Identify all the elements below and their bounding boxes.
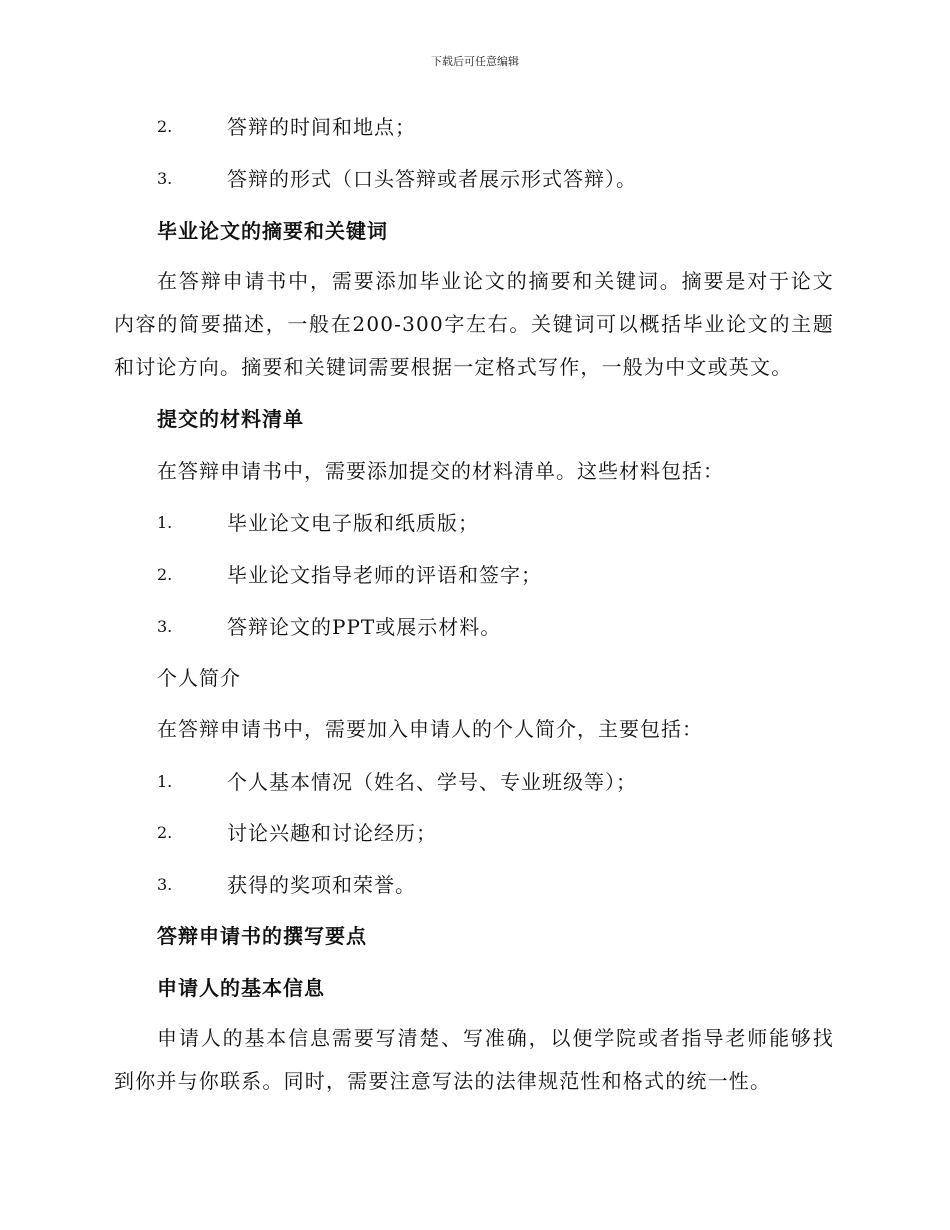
list-item-number: 2. bbox=[157, 117, 173, 136]
list-item-number: 3. bbox=[157, 617, 173, 636]
list-item-text: 毕业论文指导老师的评语和签字； bbox=[227, 563, 542, 587]
list-item-number: 2. bbox=[157, 823, 173, 842]
list-item-number: 1. bbox=[157, 772, 173, 791]
list-item-number: 3. bbox=[157, 875, 173, 894]
paragraph-abstract: 在答辩申请书中，需要添加毕业论文的摘要和关键词。摘要是对于论文内容的简要描述，一般在200-300字左右。关键词可以概括毕业论文的主题和讨论方向。摘要和关键词需要根据一定格式写作，一般为中文或英文。 bbox=[114, 269, 834, 379]
paragraph-profile-intro: 在答辩申请书中，需要加入申请人的个人简介，主要包括： bbox=[157, 717, 703, 741]
list-item-number: 1. bbox=[157, 513, 173, 532]
list-item-text: 获得的奖项和荣誉。 bbox=[227, 873, 416, 897]
list-item-text: 答辩的时间和地点； bbox=[227, 115, 416, 139]
list-item-text: 个人基本情况（姓名、学号、专业班级等）； bbox=[227, 770, 637, 794]
section-heading-basic-info: 申请人的基本信息 bbox=[157, 976, 325, 1000]
section-heading-abstract: 毕业论文的摘要和关键词 bbox=[157, 219, 388, 243]
section-heading-materials: 提交的材料清单 bbox=[157, 407, 304, 431]
list-item-text: 毕业论文电子版和纸质版； bbox=[227, 511, 479, 535]
list-item-text: 答辩的形式（口头答辩或者展示形式答辩）。 bbox=[227, 167, 637, 191]
list-item-number: 3. bbox=[157, 169, 173, 188]
page-header: 下载后可任意编辑 bbox=[431, 55, 519, 68]
section-heading-profile: 个人简介 bbox=[157, 666, 241, 690]
list-item-text: 答辩论文的PPT或展示材料。 bbox=[227, 615, 502, 639]
paragraph-basic-info: 申请人的基本信息需要写清楚、写准确，以便学院或者指导老师能够找到你并与你联系。同时，需要注意写法的法律规范性和格式的统一性。 bbox=[114, 1026, 834, 1093]
section-heading-writing-points: 答辩申请书的撰写要点 bbox=[157, 924, 367, 948]
paragraph-materials-intro: 在答辩申请书中，需要添加提交的材料清单。这些材料包括： bbox=[157, 459, 724, 483]
list-item-text: 讨论兴趣和讨论经历； bbox=[227, 821, 437, 845]
list-item-number: 2. bbox=[157, 565, 173, 584]
